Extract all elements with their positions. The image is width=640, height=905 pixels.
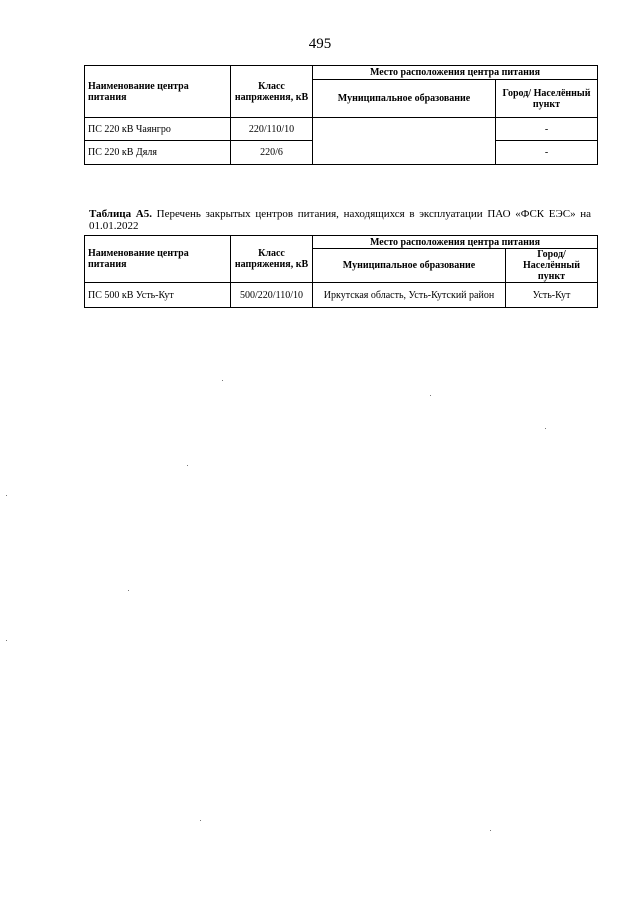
cell-name: ПС 220 кВ Чаянгро xyxy=(85,118,231,141)
table-substations-1 xyxy=(84,65,598,165)
table-substations-2 xyxy=(84,235,598,308)
header-city: Город/ Населённый пункт xyxy=(506,249,598,283)
scan-speck xyxy=(128,590,129,591)
header-city: Город/ Населённый пункт xyxy=(496,80,598,118)
scan-speck xyxy=(6,495,7,496)
header-name: Наименование центра питания xyxy=(85,236,231,283)
cell-name: ПС 220 кВ Дяля xyxy=(85,141,231,165)
scan-speck xyxy=(187,465,188,466)
header-voltage: Класс напряжения, кВ xyxy=(231,236,313,283)
cell-municipality: Иркутская область, Усть-Кутский район xyxy=(313,283,506,308)
header-municipality: Муниципальное образование xyxy=(313,80,496,118)
scan-speck xyxy=(430,395,431,396)
page-number: 495 xyxy=(308,36,332,52)
header-voltage: Класс напряжения, кВ xyxy=(231,66,313,118)
caption-label: Таблица А5. xyxy=(89,208,152,220)
cell-voltage: 500/220/110/10 xyxy=(231,283,313,308)
header-location: Место расположения центра питания xyxy=(313,66,598,80)
scan-speck xyxy=(490,830,491,831)
cell-municipality xyxy=(313,118,496,165)
table-row xyxy=(85,283,598,308)
cell-voltage: 220/6 xyxy=(231,141,313,165)
scan-speck xyxy=(222,380,223,381)
table-caption xyxy=(89,208,591,232)
cell-voltage: 220/110/10 xyxy=(231,118,313,141)
cell-city: Усть-Кут xyxy=(506,283,598,308)
header-name: Наименование центра питания xyxy=(85,66,231,118)
scan-speck xyxy=(545,428,546,429)
scan-speck xyxy=(200,820,201,821)
cell-city: - xyxy=(496,118,598,141)
scan-speck xyxy=(6,640,7,641)
header-municipality: Муниципальное образование xyxy=(313,249,506,283)
header-location: Место расположения центра питания xyxy=(313,236,598,249)
cell-city: - xyxy=(496,141,598,165)
caption-text: Перечень закрытых центров питания, находящихся в эксплуатации ПАО «ФСК ЕЭС» на 01.01.2022 xyxy=(89,208,591,232)
cell-name: ПС 500 кВ Усть-Кут xyxy=(85,283,231,308)
table-row xyxy=(85,118,598,141)
